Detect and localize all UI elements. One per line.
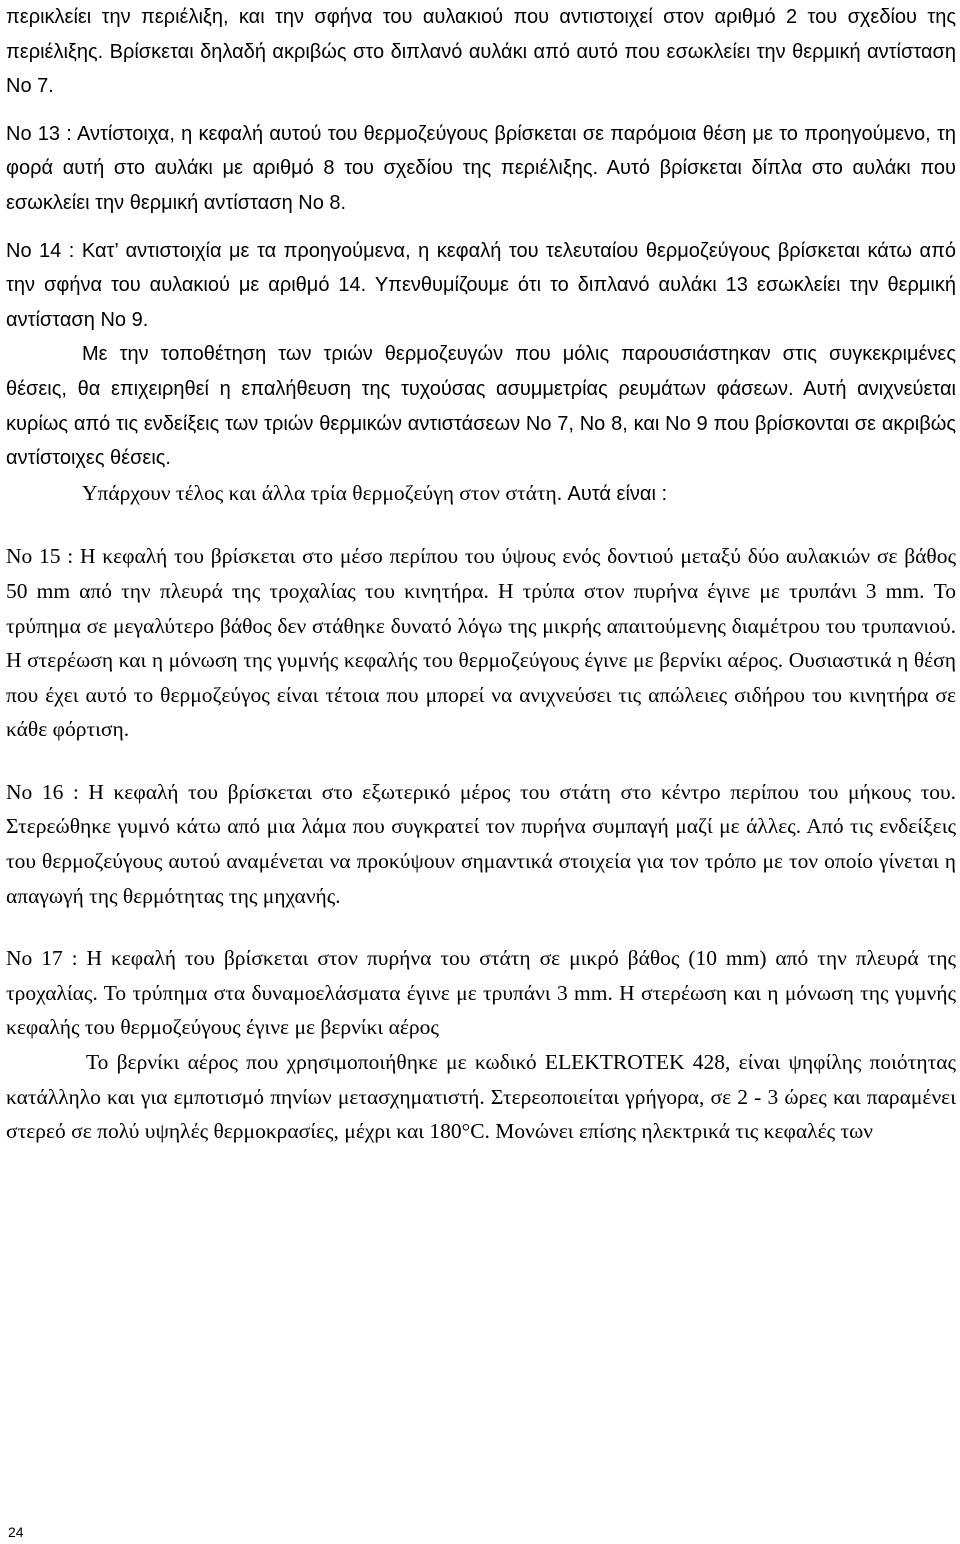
paragraph-no15: Νο 15 : Η κεφαλή του βρίσκεται στο μέσο περίπου του ύψους ενός δοντιού μεταξύ δύο αυλακιών σε βάθος 50 mm από την πλευρά της τροχαλίας του κινητήρα. Η τρύπα στον πυρήνα έγινε με τρυπάνι 3 mm. Το τρύπημα σε μεγαλύτερο βάθος δεν στάθηκε δυνατό λόγω της μικρής απαιτούμενης διαμέτρου του τρυπανιού. Η στερέωση και η μόνωση της γυμνής κεφαλής του θερμοζεύγους έγινε με βερνίκι αέρος. Ουσιαστικά η θέση που έχει αυτό το θερμοζεύγος είναι τέτοια που μπορεί να ανιχνεύσει τις απώλειες σιδήρου του κινητήρα σε κάθε φόρτιση. — [6, 544, 956, 742]
spacer — [6, 511, 956, 539]
paragraph-no17: Νο 17 : Η κεφαλή του βρίσκεται στον πυρήνα του στάτη σε μικρό βάθος (10 mm) από την πλευρά της τροχαλίας. Το τρύπημα στα δυναμοελάσματα έγινε με τρυπάνι 3 mm. Η στερέωση και η μόνωση της γυμνής κεφαλής του θερμοζεύγους έγινε με βερνίκι αέρος — [6, 946, 956, 1040]
paragraph-no13: Νο 13 : Αντίστοιχα, η κεφαλή αυτού του θερμοζεύγους βρίσκεται σε παρόμοια θέση με το προηγούμενο, τη φορά αυτή στο αυλάκι με αριθμό 8 του σχεδίου της περιέλιξης. Αυτό βρίσκεται δίπλα στο αυλάκι που εσωκλείει την θερμική αντίσταση Νο 8. — [6, 122, 956, 214]
paragraph-other-thermocouples — [6, 476, 956, 512]
paragraph-thermocouples-summary: Με την τοποθέτηση των τριών θερμοζευγών που μόλις παρουσιάστηκαν στις συγκεκριμένες θέσεις, θα επιχειρηθεί η επαλήθευση της τυχούσας ασυμμετρίας ρευμάτων φάσεων. Αυτή ανιχνεύεται κυρίως από τις ενδείξεις των τριών θερμικών αντιστάσεων Νο 7, Νο 8, και Νο 9 που βρίσκονται σε ακριβώς αντίστοιχες θέσεις. — [6, 343, 956, 470]
spacer — [6, 747, 956, 775]
document-page — [6, 0, 956, 1149]
spacer — [6, 221, 956, 234]
page-number: 24 — [8, 1524, 24, 1540]
paragraph-continuation: περικλείει την περιέλιξη, και την σφήνα του αυλακιού που αντιστοιχεί στον αριθμό 2 του σχεδίου της περιέλιξης. Βρίσκεται δηλαδή ακριβώς στο διπλανό αυλάκι από αυτό που εσωκλείει την θερμική αντίσταση Νο 7. — [6, 6, 956, 98]
paragraph-no14: Νο 14 : Κατ’ αντιστοιχία με τα προηγούμενα, η κεφαλή του τελευταίου θερμοζεύγους βρίσκεται κάτω από την σφήνα του αυλακιού με αριθμό 14. Υπενθυμίζουμε ότι το διπλανό αυλάκι 13 εσωκλείει την θερμική αντίσταση Νο 9. — [6, 239, 956, 331]
paragraph-varnish: Το βερνίκι αέρος που χρησιμοποιήθηκε με κωδικό ELEKTROTEK 428, είναι ψηφίλης ποιότητας κατάλληλο και για εμποτισμό πηνίων μετασχηματιστή. Στερεοποιείται γρήγορα, σε 2 - 3 ώρες και παραμένει στερεό σε πολύ υψηλές θερμοκρασίες, μέχρι και 180°C. Μονώνει επίσης ηλεκτρικά τις κεφαλές των — [6, 1050, 956, 1144]
other-thermocouples-serif: Υπάρχουν τέλος και άλλα τρία θερμοζεύγη στον στάτη. — [82, 480, 563, 505]
other-thermocouples-sans: Αυτά είναι : — [567, 482, 668, 505]
spacer — [6, 104, 956, 117]
paragraph-no16: Νο 16 : Η κεφαλή του βρίσκεται στο εξωτερικό μέρος του στάτη στο κέντρο περίπου του μήκους του. Στερεώθηκε γυμνό κάτω από μια λάμα που συγκρατεί τον πυρήνα συμπαγή μαζί με άλλες. Από τις ενδείξεις του θερμοζεύγους αυτού αναμένεται να προκύψουν σημαντικά στοιχεία για τον τρόπο με τον οποίο γίνεται η απαγωγή της θερμότητας της μηχανής. — [6, 779, 956, 908]
spacer — [6, 913, 956, 941]
